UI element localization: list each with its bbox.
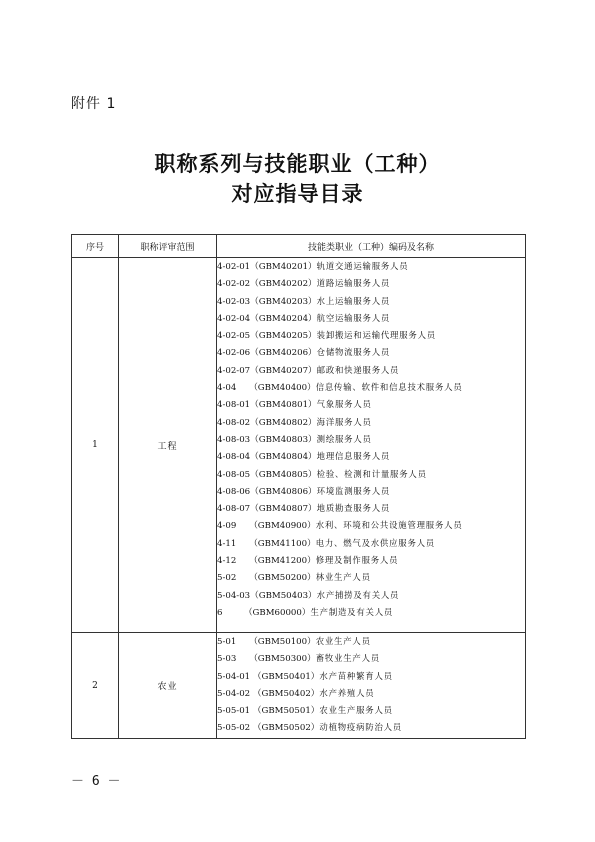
- header-number: 序号: [72, 235, 119, 258]
- occupation-code: 4-08-07（GBM40807）: [217, 504, 317, 515]
- occupation-name: 地质勘查服务人员: [316, 503, 391, 514]
- catalog-table: [71, 234, 526, 739]
- occupation-item: [217, 668, 525, 685]
- occupation-name: 水上运输服务人员: [316, 295, 391, 306]
- occupation-item: [217, 483, 525, 500]
- occupation-item: [217, 327, 525, 344]
- page-number: － 6 －: [71, 774, 121, 789]
- row-scope: 工程: [119, 258, 217, 633]
- occupation-item: [217, 552, 525, 569]
- occupation-name: 环境监测服务人员: [316, 485, 391, 496]
- occupation-code: 5-04-02 （GBM50402）: [217, 688, 320, 699]
- occupation-item: [217, 258, 525, 275]
- occupation-name: 畜牧业生产人员: [315, 653, 380, 664]
- document-title-line2: 对应指导目录: [231, 181, 364, 206]
- occupation-item: [217, 362, 525, 379]
- occupation-item: [217, 702, 525, 719]
- table-header-row: [72, 235, 526, 258]
- occupation-code: 5-05-01 （GBM50501）: [217, 706, 320, 717]
- occupation-name: 修理及制作服务人员: [315, 555, 399, 566]
- occupation-code: 5-01 （GBM50100）: [217, 637, 316, 647]
- occupation-code: 4-02-01（GBM40201）: [217, 262, 317, 272]
- occupation-name: 电力、燃气及水供应服务人员: [315, 537, 435, 548]
- occupation-item: [217, 379, 525, 396]
- occupation-code: 4-02-04（GBM40204）: [217, 313, 317, 324]
- header-scope: 职称评审范围: [119, 235, 217, 258]
- occupation-code: 4-08-03（GBM40803）: [217, 434, 317, 445]
- occupation-name: 农业生产人员: [315, 636, 371, 646]
- occupation-item: [217, 344, 525, 361]
- occupation-code: 5-05-02 （GBM50502）: [217, 723, 320, 734]
- occupation-name: 水产捕捞及有关人员: [316, 589, 400, 600]
- occupation-name: 水产养殖人员: [319, 687, 375, 698]
- occupation-list: [217, 258, 526, 633]
- occupation-name: 轨道交通运输服务人员: [316, 261, 409, 271]
- occupation-code: 4-08-01（GBM40801）: [217, 400, 317, 411]
- occupation-item: [217, 293, 525, 310]
- occupation-code: 4-02-02（GBM40202）: [217, 279, 317, 290]
- occupation-name: 仓储物流服务人员: [316, 347, 391, 358]
- row-number: 1: [72, 258, 119, 633]
- occupation-code: 4-02-07（GBM40207）: [217, 365, 317, 376]
- row-number: 2: [72, 633, 119, 739]
- occupation-item: [217, 431, 525, 448]
- occupation-code: 4-02-06（GBM40206）: [217, 348, 317, 359]
- occupation-name: 装卸搬运和运输代理服务人员: [316, 330, 436, 341]
- occupation-code: 4-02-03（GBM40203）: [217, 296, 317, 307]
- occupation-code: 4-12 （GBM41200）: [217, 556, 316, 567]
- occupation-item: [217, 500, 525, 517]
- occupation-item: [217, 719, 525, 736]
- occupation-code: 4-08-04（GBM40804）: [217, 452, 317, 463]
- occupation-item: [217, 569, 525, 586]
- occupation-name: 航空运输服务人员: [316, 312, 391, 323]
- occupation-name: 生产制造及有关人员: [310, 606, 394, 617]
- row-scope: 农业: [119, 633, 217, 739]
- occupation-name: 检验、检测和计量服务人员: [316, 468, 427, 479]
- occupation-name: 邮政和快递服务人员: [316, 364, 400, 375]
- occupation-item: [217, 604, 525, 621]
- occupation-code: 4-11 （GBM41100）: [217, 538, 316, 549]
- attachment-label: 附件 1: [71, 96, 117, 112]
- occupation-name: 动植物疫病防治人员: [319, 722, 402, 733]
- occupation-list: [217, 633, 526, 739]
- occupation-code: 4-09 （GBM40900）: [217, 521, 316, 532]
- occupation-code: 4-08-05（GBM40805）: [217, 469, 317, 480]
- occupation-item: [217, 633, 525, 650]
- occupation-item: [217, 396, 525, 413]
- occupation-name: 林业生产人员: [315, 572, 371, 583]
- occupation-code: 4-08-02（GBM40802）: [217, 417, 317, 428]
- occupation-code: 6 （GBM60000）: [217, 607, 311, 618]
- occupation-code: 4-04 （GBM40400）: [217, 383, 316, 394]
- occupation-item: [217, 587, 525, 604]
- occupation-item: [217, 310, 525, 327]
- occupation-item: [217, 275, 525, 292]
- occupation-name: 道路运输服务人员: [316, 278, 391, 289]
- occupation-code: 5-03 （GBM50300）: [217, 654, 316, 665]
- occupation-item: [217, 685, 525, 702]
- occupation-item: [217, 448, 525, 465]
- document-title-line1: 职称系列与技能职业（工种）: [154, 151, 441, 176]
- occupation-name: 测绘服务人员: [316, 433, 372, 444]
- occupation-name: 气象服务人员: [316, 399, 372, 410]
- occupation-name: 海洋服务人员: [316, 416, 372, 427]
- occupation-item: [217, 466, 525, 483]
- occupation-item: [217, 517, 525, 534]
- occupation-name: 农业生产服务人员: [319, 705, 393, 716]
- occupation-item: [217, 535, 525, 552]
- occupation-code: 5-04-03（GBM50403）: [217, 590, 317, 601]
- occupation-code: 5-02 （GBM50200）: [217, 573, 316, 584]
- occupation-code: 4-02-05（GBM40205）: [217, 331, 317, 342]
- occupation-name: 地理信息服务人员: [316, 451, 391, 462]
- occupation-code: 4-08-06（GBM40806）: [217, 486, 317, 497]
- occupation-name: 信息传输、软件和信息技术服务人员: [315, 382, 463, 393]
- table-row: [72, 258, 526, 633]
- occupation-item: [217, 650, 525, 667]
- occupation-name: 水利、环境和公共设施管理服务人员: [315, 520, 463, 531]
- table-row: [72, 633, 526, 739]
- header-occupation: 技能类职业（工种）编码及名称: [217, 235, 526, 258]
- occupation-item: [217, 414, 525, 431]
- occupation-code: 5-04-01 （GBM50401）: [217, 671, 320, 682]
- occupation-name: 水产苗种繁育人员: [319, 670, 393, 681]
